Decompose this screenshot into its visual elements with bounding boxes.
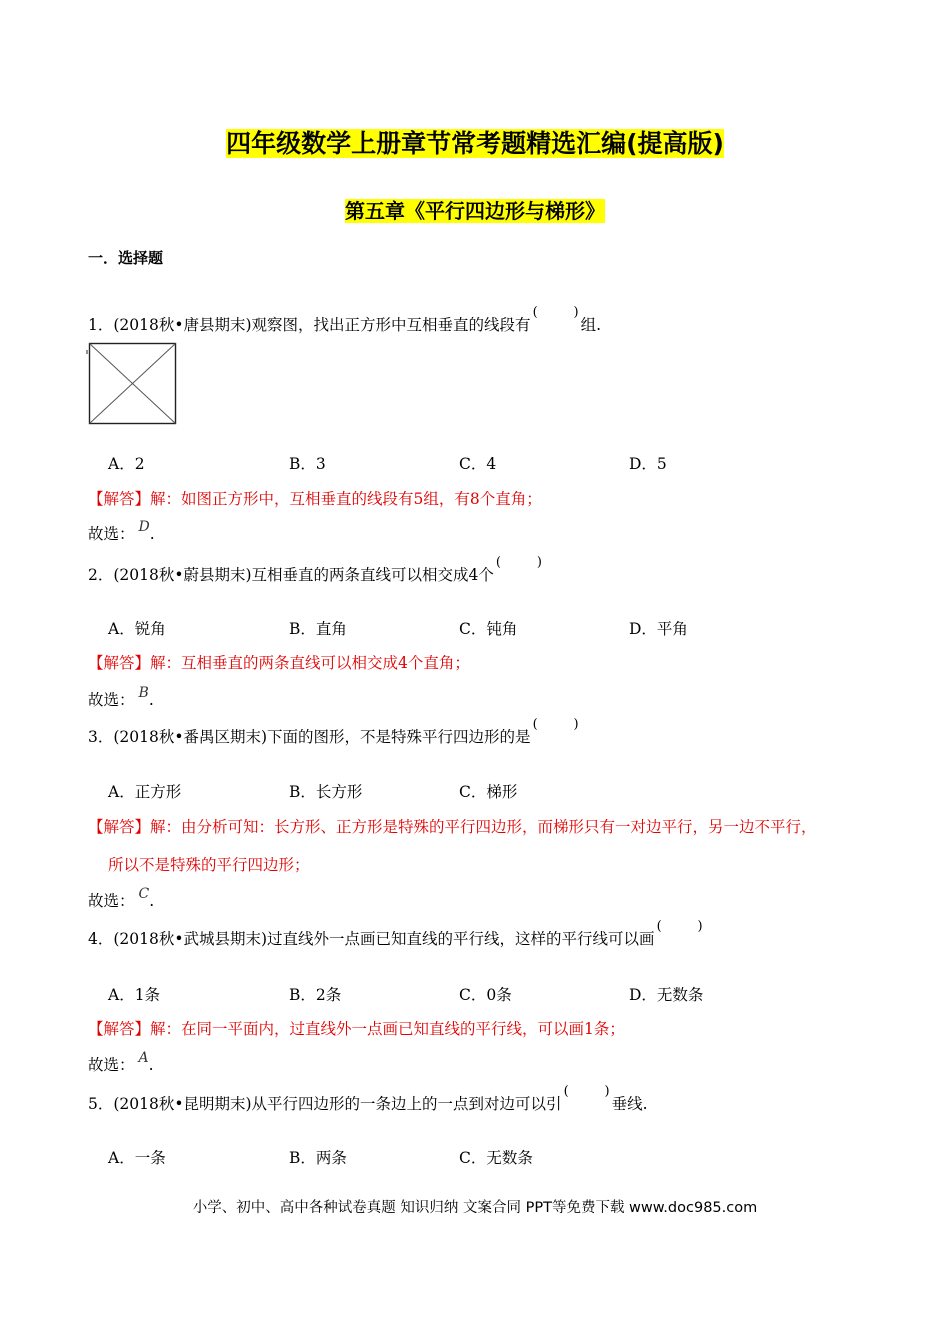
document-title: 四年级数学上册章节常考题精选汇编(提高版) <box>226 129 724 158</box>
q4-choice: 故选： A. <box>88 1050 154 1074</box>
q1-choice: 故选： D. <box>88 519 155 543</box>
q1-solution: 【解答】解：如图正方形中，互相垂直的线段有5组，有8个直角； <box>88 490 542 508</box>
question-1 <box>88 304 601 335</box>
q3-option-a: A．正方形 <box>108 783 182 801</box>
q3-solution-line2: 所以不是特殊的平行四边形； <box>108 856 310 874</box>
q4-option-b: B．2条 <box>289 986 342 1004</box>
q1-option-b: B．3 <box>289 455 326 473</box>
q4-option-d: D．无数条 <box>629 986 704 1004</box>
answer-blank: ( ) <box>532 716 579 732</box>
question-stem: (2018秋•唐县期末)观察图，找出正方形中互相垂直的线段有 <box>113 316 531 334</box>
q4-option-c: C．0条 <box>459 986 512 1004</box>
chapter-subtitle: 第五章《平行四边形与梯形》 <box>345 199 605 223</box>
q2-solution: 【解答】解：互相垂直的两条直线可以相交成4个直角； <box>88 654 470 672</box>
page-footer: 小学、初中、高中各种试卷真题 知识归纳 文案合同 PPT等免费下载 www.doc985.com <box>192 1200 758 1216</box>
q3-option-b: B．长方形 <box>289 783 363 801</box>
answer-blank: ( ) <box>563 1083 610 1099</box>
q1-option-d: D．5 <box>629 455 667 473</box>
answer-blank: ( ) <box>656 918 703 934</box>
question-number: 1． <box>88 316 114 334</box>
answer-blank: ( ) <box>495 554 542 570</box>
question-3: 3．(2018秋•番禺区期末)下面的图形，不是特殊平行四边形的是 ( ) <box>88 716 579 746</box>
question-4: 4．(2018秋•武城县期末)过直线外一点画已知直线的平行线，这样的平行线可以画 ( ) <box>88 918 703 948</box>
q1-option-a: A．2 <box>108 455 145 473</box>
square-diagram <box>86 342 178 426</box>
answer-blank: ( ) <box>532 304 579 320</box>
q3-choice: 故选： C. <box>88 886 155 910</box>
question-stem-end: 组. <box>580 316 601 334</box>
q2-option-b: B．直角 <box>289 620 347 638</box>
q5-option-c: C．无数条 <box>459 1149 533 1167</box>
question-2: 2．(2018秋•蔚县期末)互相垂直的两条直线可以相交成4个 ( ) <box>88 554 542 584</box>
q5-option-b: B．两条 <box>289 1149 347 1167</box>
section-heading: 一．选择题 <box>88 249 164 267</box>
question-5: 5．(2018秋•昆明期末)从平行四边形的一条边上的一点到对边可以引 ( ) 垂线. <box>88 1083 648 1113</box>
q2-option-c: C．钝角 <box>459 620 518 638</box>
q4-solution: 【解答】解：在同一平面内，过直线外一点画已知直线的平行线，可以画1条； <box>88 1020 625 1038</box>
q4-option-a: A．1条 <box>108 986 161 1004</box>
q1-option-c: C．4 <box>459 455 497 473</box>
q2-choice: 故选： B. <box>88 685 154 709</box>
q2-option-d: D．平角 <box>629 620 688 638</box>
q2-option-a: A．锐角 <box>108 620 166 638</box>
q3-solution: 【解答】解：由分析可知：长方形、正方形是特殊的平行四边形，而梯形只有一对边平行，另一边不平行， <box>88 818 817 836</box>
q3-option-c: C．梯形 <box>459 783 518 801</box>
q5-option-a: A．一条 <box>108 1149 166 1167</box>
